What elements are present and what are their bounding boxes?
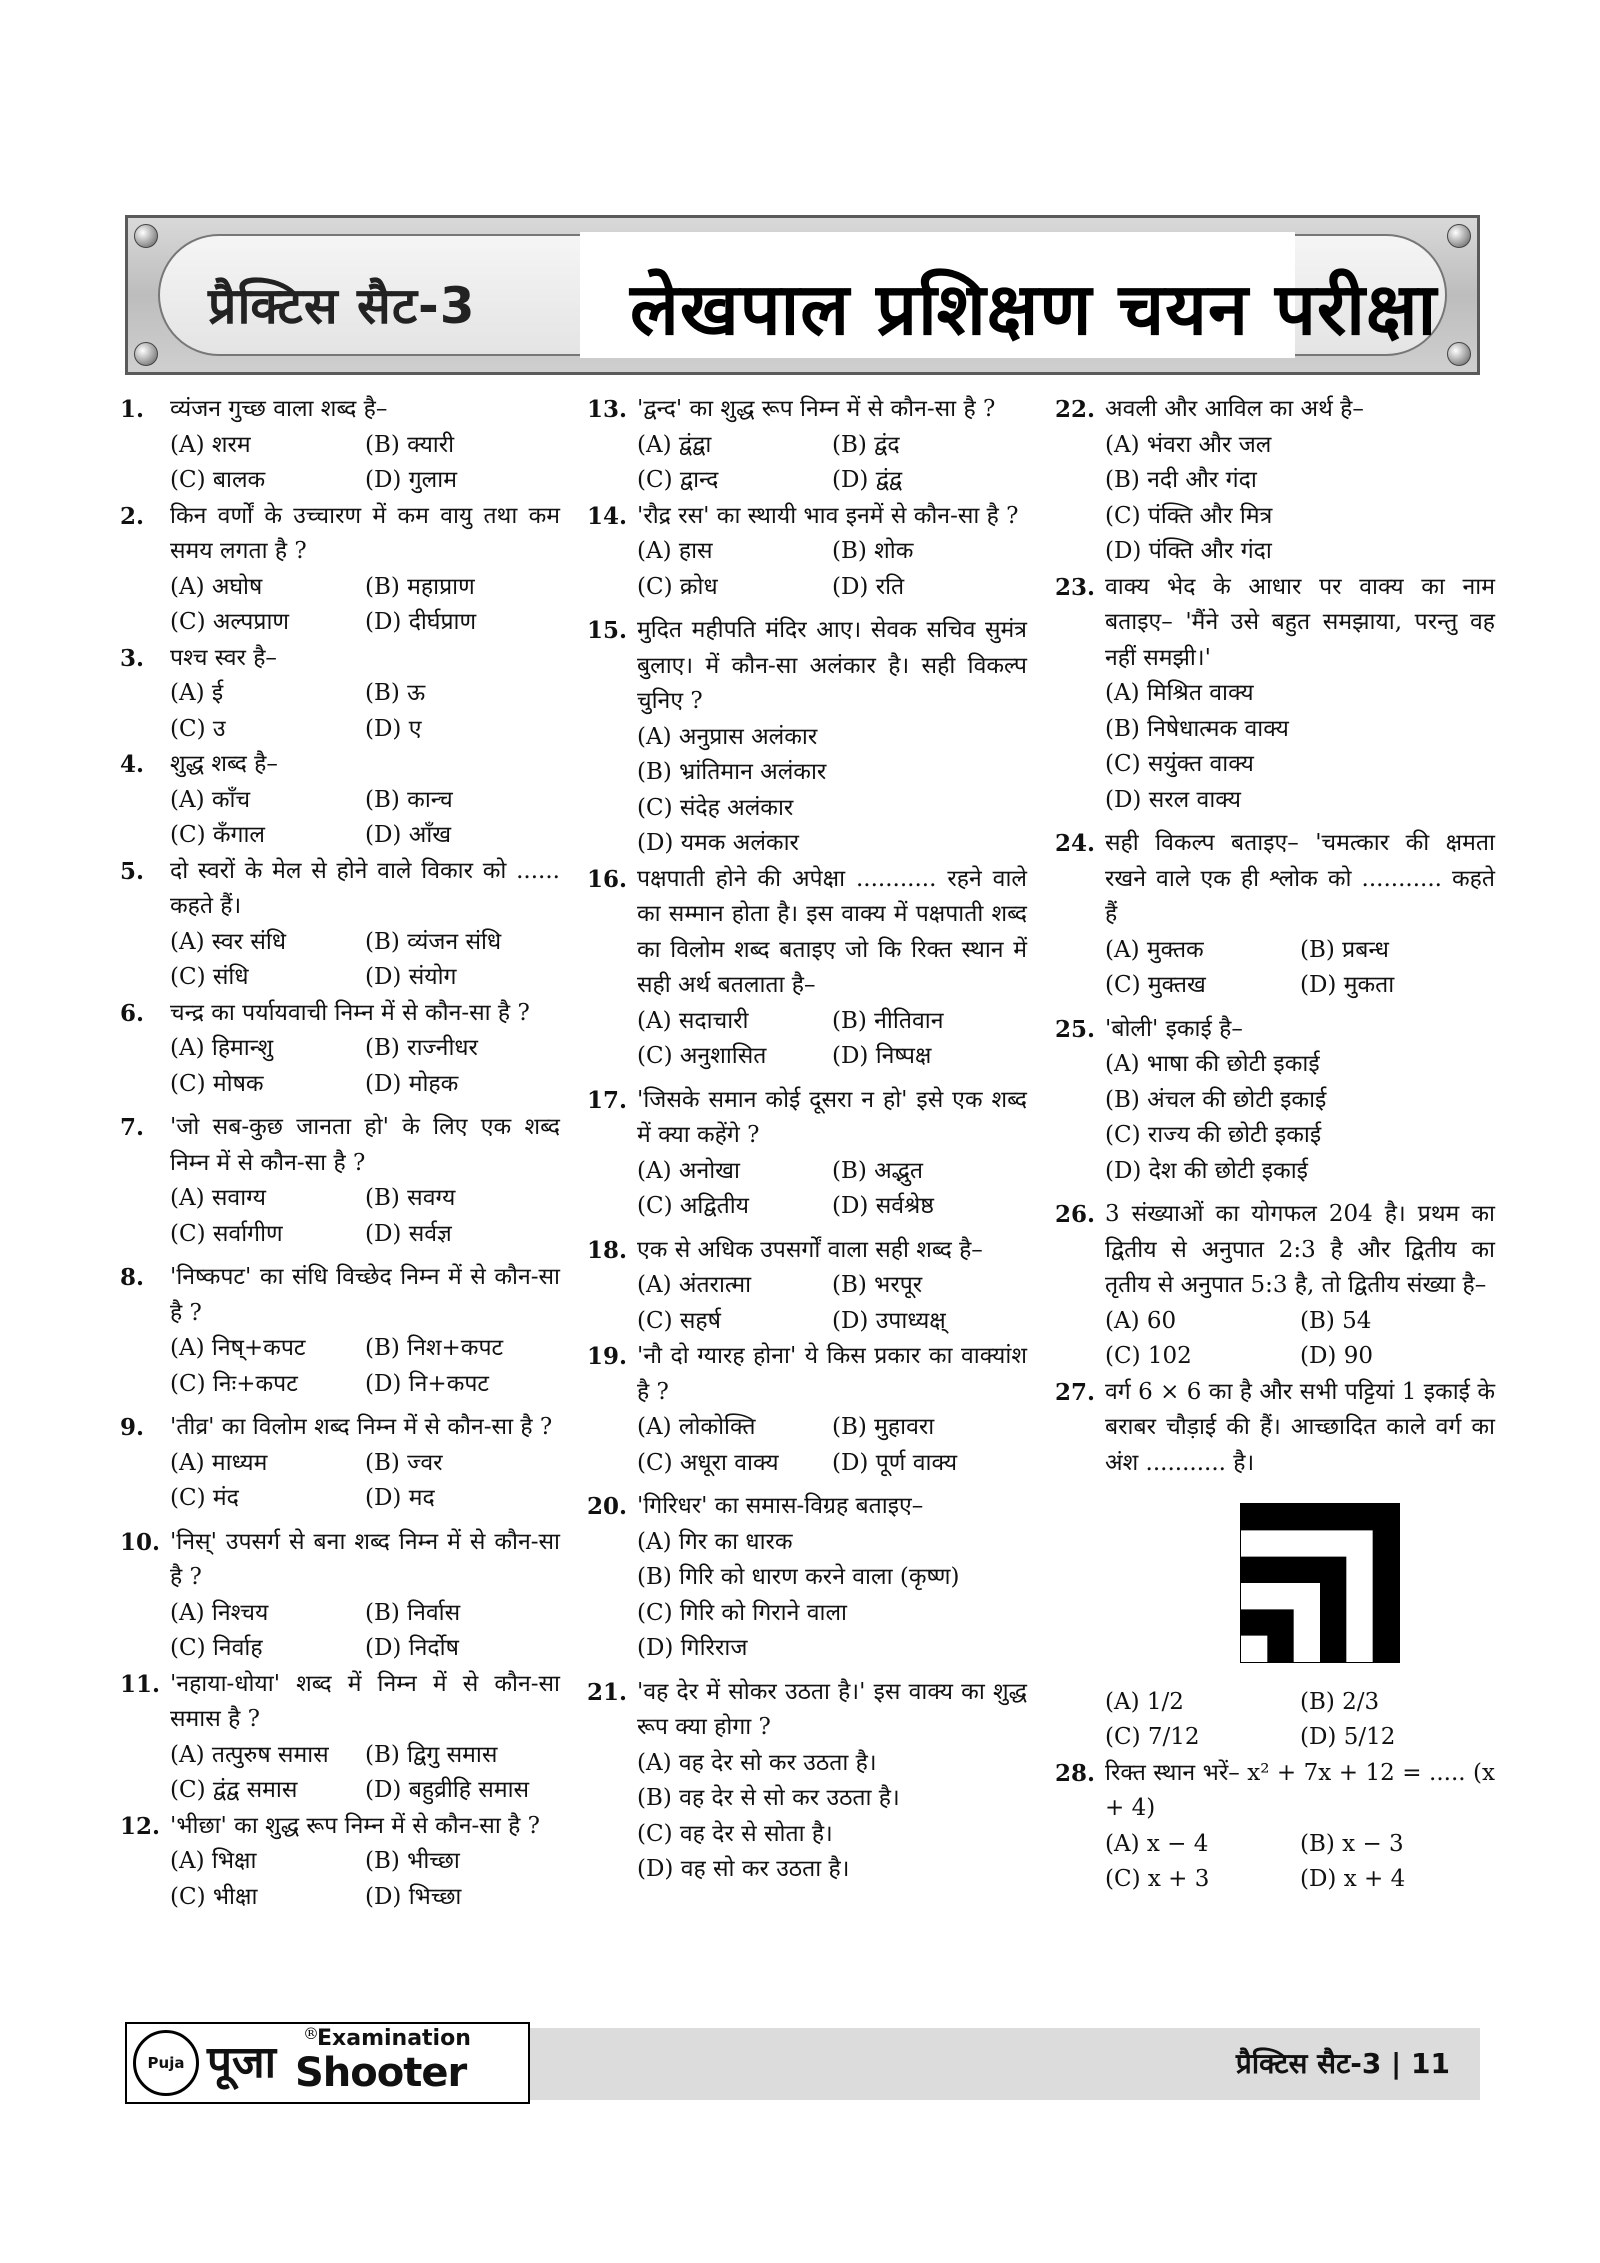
option-d: (D) गिरिराज <box>637 1635 748 1661</box>
options <box>170 925 560 996</box>
option-b: (B) भीच्छा <box>365 1848 460 1874</box>
option-d: (D) बहुव्रीहि समास <box>365 1777 530 1803</box>
option-b: (B) नीतिवान <box>832 1007 944 1034</box>
question-text: 'निस्' उपसर्ग से बना शब्द निम्न में से कौन-सा है ? <box>170 1528 560 1590</box>
set-title: प्रैक्टिस सैट-3 <box>208 277 476 335</box>
option-d: (D) 5/12 <box>1300 1724 1396 1750</box>
options <box>170 783 560 854</box>
question-text: पक्षपाती होने की अपेक्षा ........... रहने वाले का सम्मान होता है। इस वाक्य में पक्षपाती शब्द का विलोम शब्द बताइए जो कि रिक्त स्थान में सही अर्थ बतलाता है– <box>637 865 1027 998</box>
question-1 <box>120 392 560 499</box>
question-text: 'तीव्र' का विलोम शब्द निम्न में से कौन-सा है ? <box>170 1414 553 1440</box>
question-text: एक से अधिक उपसर्गों वाला सही शब्द है– <box>637 1236 983 1263</box>
question-24 <box>1055 826 1495 1004</box>
question-7 <box>120 1110 560 1252</box>
question-text: दो स्वरों के मेल से होने वाले विकार को ...... कहते हैं। <box>170 857 560 919</box>
option-d: (D) ए <box>365 715 422 742</box>
option-d: (D) निष्पक्ष <box>832 1043 932 1069</box>
question-number: 15. <box>587 617 628 644</box>
option-b: (B) 54 <box>1300 1307 1372 1334</box>
option-d: (D) मुकता <box>1300 972 1395 998</box>
option-b: (B) मुहावरा <box>832 1414 935 1440</box>
question-number: 3. <box>120 644 145 672</box>
question-number: 16. <box>587 865 628 893</box>
question-number: 20. <box>587 1493 628 1520</box>
question-text: 'द्वन्द' का शुद्ध रूप निम्न में से कौन-सा है ? <box>637 396 996 422</box>
option-c: (C) बालक <box>170 467 266 493</box>
option-d: (D) सर्वश्रेष्ठ <box>832 1193 934 1219</box>
question-text: किन वर्णों के उच्चारण में कम वायु तथा कम समय लगता है ? <box>170 502 560 564</box>
option-b: (B) व्यंजन संधि <box>365 928 502 955</box>
question-number: 7. <box>120 1114 145 1141</box>
option-c: (C) अद्वितीय <box>637 1193 750 1219</box>
option-a: (A) अनुप्रास अलंकार <box>637 723 818 750</box>
option-d: (D) उपाध्यक्ष् <box>832 1307 946 1334</box>
puja-badge-icon: Puja <box>133 2030 199 2096</box>
option-c: (C) निः+कपट <box>170 1370 298 1397</box>
question-number: 5. <box>120 857 145 885</box>
option-c: (C) कँगाल <box>170 822 266 848</box>
option-a: (A) हास <box>637 538 713 564</box>
question-text: 'निष्कपट' का संधि विच्छेद निम्न में से कौन-सा है ? <box>170 1264 560 1326</box>
question-number: 27. <box>1055 1378 1096 1406</box>
option-d: (D) पूर्ण वाक्य <box>832 1449 958 1476</box>
option-b: (B) वह देर से सो कर उठता है। <box>637 1785 900 1811</box>
option-d: (D) x + 4 <box>1300 1866 1406 1892</box>
option-d: (D) द्वंद्व <box>832 467 903 493</box>
option-a: (A) भाषा की छोटी इकाई <box>1105 1051 1320 1077</box>
options <box>637 534 1027 605</box>
options <box>170 1446 560 1517</box>
question-number: 4. <box>120 751 145 778</box>
question-text: वर्ग 6 × 6 का है और सभी पट्टियां 1 इकाई के बराबर चौड़ाई की हैं। आच्छादित काले वर्ग का अंश ........... है। <box>1105 1378 1495 1476</box>
options <box>1105 428 1495 570</box>
option-c: (C) सहर्ष <box>637 1307 721 1334</box>
question-number: 13. <box>587 396 628 423</box>
option-a: (A) द्वंद्वा <box>637 431 712 458</box>
question-text: शुद्ध शब्द है– <box>170 751 278 777</box>
question-number: 12. <box>120 1812 161 1840</box>
question-10 <box>120 1525 560 1667</box>
option-b: (B) राज्नीधर <box>365 1035 478 1061</box>
option-a: (A) 60 <box>1105 1307 1177 1334</box>
question-15 <box>587 613 1027 862</box>
option-d: (D) संयोग <box>365 964 457 990</box>
option-b: (B) निश+कपट <box>365 1335 504 1361</box>
logo-shooter: Shooter <box>295 2050 467 2096</box>
question-2 <box>120 499 560 641</box>
column-3 <box>1055 392 1495 1898</box>
option-c: (C) अनुशासित <box>637 1043 767 1069</box>
options <box>1105 1047 1495 1189</box>
option-b: (B) भरपूर <box>832 1272 923 1298</box>
option-b: (B) महाप्राण <box>365 573 475 600</box>
stripes-square-figure <box>1240 1503 1400 1663</box>
option-d: (D) सरल वाक्य <box>1105 786 1241 813</box>
option-b: (B) द्वंद <box>832 431 900 458</box>
option-d: (D) मोहक <box>365 1070 459 1097</box>
question-text: 'बोली' इकाई है– <box>1105 1015 1243 1042</box>
question-text: 'गिरिधर' का समास-विग्रह बताइए– <box>637 1493 924 1519</box>
question-18 <box>587 1233 1027 1340</box>
option-b: (B) निषेधात्मक वाक्य <box>1105 715 1289 742</box>
question-text: 'जिसके समान कोई दूसरा न हो' इसे एक शब्द में क्या कहेंगे ? <box>637 1086 1027 1148</box>
question-text: 'भीछा' का शुद्ध रूप निम्न में से कौन-सा है ? <box>170 1812 540 1839</box>
column-1 <box>120 392 560 1915</box>
question-4 <box>120 747 560 854</box>
question-14 <box>587 499 1027 606</box>
option-b: (B) क्यारी <box>365 431 455 458</box>
option-c: (C) उ <box>170 715 226 742</box>
option-a: (A) गिर का धारक <box>637 1528 793 1555</box>
question-12 <box>120 1809 560 1916</box>
question-number: 1. <box>120 396 145 423</box>
options <box>170 570 560 641</box>
option-a: (A) माध्यम <box>170 1449 268 1476</box>
question-number: 10. <box>120 1528 161 1556</box>
options <box>170 1031 560 1102</box>
rivet-icon <box>134 342 158 366</box>
option-c: (C) राज्य की छोटी इकाई <box>1105 1122 1322 1148</box>
option-b: (B) शोक <box>832 538 914 564</box>
question-20 <box>587 1489 1027 1667</box>
question-number: 25. <box>1055 1015 1096 1043</box>
question-text: पश्च स्वर है– <box>170 644 277 671</box>
question-text: सही विकल्प बताइए– 'चमत्कार की क्षमता रखने वाले एक ही श्लोक को ........... कहते हैं <box>1105 830 1495 927</box>
question-number: 2. <box>120 502 145 530</box>
question-text: 'नौ दो ग्यारह होना' ये किस प्रकार का वाक्यांश है ? <box>637 1343 1027 1405</box>
option-b: (B) नदी और गंदा <box>1105 467 1257 493</box>
option-d: (D) भिच्छा <box>365 1883 462 1910</box>
options <box>1105 1304 1495 1375</box>
question-17 <box>587 1083 1027 1225</box>
options <box>170 1596 560 1667</box>
options <box>170 1738 560 1809</box>
banner-plate <box>158 234 1447 356</box>
option-b: (B) अंचल की छोटी इकाई <box>1105 1086 1327 1113</box>
option-a: (A) शरम <box>170 431 251 458</box>
question-16 <box>587 862 1027 1075</box>
question-22 <box>1055 392 1495 570</box>
options <box>1105 933 1495 1004</box>
options <box>1105 676 1495 818</box>
options <box>637 428 1027 499</box>
option-a: (A) अघोष <box>170 573 263 600</box>
options <box>170 428 560 499</box>
rivet-icon <box>1447 224 1471 248</box>
option-c: (C) 7/12 <box>1105 1724 1200 1750</box>
options <box>170 676 560 747</box>
option-c: (C) भीक्षा <box>170 1883 258 1910</box>
option-b: (B) ऊ <box>365 680 426 706</box>
page-number-label: प्रैक्टिस सैट-3 | 11 <box>1235 2047 1450 2080</box>
question-number: 8. <box>120 1264 145 1291</box>
option-c: (C) मंद <box>170 1485 239 1511</box>
question-19 <box>587 1339 1027 1481</box>
option-a: (A) सदाचारी <box>637 1007 749 1034</box>
option-a: (A) ई <box>170 680 224 706</box>
option-c: (C) अल्पप्राण <box>170 609 290 635</box>
question-number: 24. <box>1055 830 1096 857</box>
option-c: (C) क्रोध <box>637 573 718 600</box>
question-number: 9. <box>120 1414 145 1441</box>
rivet-icon <box>1447 342 1471 366</box>
option-a: (A) अंतरात्मा <box>637 1272 752 1298</box>
option-d: (D) आँख <box>365 822 452 848</box>
option-d: (D) सर्वज्ञ <box>365 1220 452 1247</box>
option-c: (C) 102 <box>1105 1343 1192 1369</box>
options <box>1105 1685 1495 1756</box>
option-b: (B) कान्च <box>365 786 453 813</box>
option-b: (B) ज्वर <box>365 1449 443 1476</box>
option-a: (A) लोकोक्ति <box>637 1414 756 1440</box>
publisher-logo <box>125 2022 530 2104</box>
option-a: (A) भंवरा और जल <box>1105 431 1272 458</box>
option-c: (C) x + 3 <box>1105 1866 1210 1892</box>
question-3 <box>120 641 560 748</box>
option-c: (C) सयुंक्त वाक्य <box>1105 751 1254 777</box>
question-5 <box>120 854 560 996</box>
option-a: (A) अनोखा <box>637 1157 740 1184</box>
question-text: 3 संख्याओं का योगफल 204 है। प्रथम का द्वितीय से अनुपात 2:3 है और द्वितीय का तृतीय से अनुपात 5:3 है, तो द्वितीय संख्या है– <box>1105 1201 1495 1298</box>
question-11 <box>120 1667 560 1809</box>
logo-examination: Examination <box>317 2026 471 2051</box>
options <box>170 1331 560 1402</box>
option-c: (C) पंक्ति और मित्र <box>1105 502 1273 529</box>
option-a: (A) मुक्तक <box>1105 936 1204 963</box>
registered-mark: ® <box>303 2024 319 2043</box>
option-a: (A) मिश्रित वाक्य <box>1105 680 1254 706</box>
option-a: (A) वह देर सो कर उठता है। <box>637 1749 877 1776</box>
option-b: (B) अद्भुत <box>832 1157 923 1184</box>
question-9 <box>120 1410 560 1517</box>
option-a: (A) सवाग्य <box>170 1185 266 1211</box>
option-c: (C) द्वान्द <box>637 467 719 493</box>
question-number: 21. <box>587 1678 628 1706</box>
option-d: (D) नि+कपट <box>365 1370 490 1397</box>
option-d: (D) 90 <box>1300 1343 1373 1369</box>
question-13 <box>587 392 1027 499</box>
option-c: (C) वह देर से सोता है। <box>637 1820 833 1847</box>
option-b: (B) भ्रांतिमान अलंकार <box>637 759 827 785</box>
option-a: (A) हिमान्शु <box>170 1035 274 1061</box>
option-c: (C) अधूरा वाक्य <box>637 1449 779 1476</box>
question-number: 23. <box>1055 573 1096 601</box>
option-b: (B) द्विगु समास <box>365 1741 498 1768</box>
option-c: (C) संधि <box>170 964 249 990</box>
question-text: वाक्य भेद के आधार पर वाक्य का नाम बताइए– 'मैंने उसे बहुत समझाया, परन्तु वह नहीं समझी।' <box>1105 573 1495 671</box>
page-title: लेखपाल प्रशिक्षण चयन परीक्षा <box>630 267 1438 351</box>
options <box>1105 1827 1495 1898</box>
option-c: (C) द्वंद्व समास <box>170 1777 298 1803</box>
question-number: 11. <box>120 1670 161 1698</box>
option-b: (B) प्रबन्ध <box>1300 936 1389 963</box>
question-26 <box>1055 1197 1495 1375</box>
question-text: अवली और आविल का अर्थ है– <box>1105 396 1364 422</box>
option-c: (C) मुक्तख <box>1105 972 1206 998</box>
option-b: (B) 2/3 <box>1300 1688 1380 1715</box>
option-c: (C) गिरि को गिराने वाला <box>637 1599 848 1626</box>
question-text: रिक्त स्थान भरें– x² + 7x + 12 = ..... (x + 4) <box>1105 1759 1495 1821</box>
question-28 <box>1055 1756 1495 1898</box>
option-b: (B) x − 3 <box>1300 1830 1404 1857</box>
question-number: 26. <box>1055 1201 1096 1228</box>
option-a: (A) भिक्षा <box>170 1848 257 1874</box>
options <box>637 1004 1027 1075</box>
option-c: (C) मोषक <box>170 1070 264 1097</box>
option-c: (C) निर्वाह <box>170 1635 263 1661</box>
question-number: 18. <box>587 1236 628 1264</box>
option-a: (A) स्वर संधि <box>170 928 286 955</box>
question-25 <box>1055 1012 1495 1190</box>
option-a: (A) काँच <box>170 786 251 813</box>
options <box>170 1181 560 1252</box>
option-d: (D) गुलाम <box>365 467 457 493</box>
option-a: (A) 1/2 <box>1105 1688 1184 1715</box>
option-a: (A) तत्पुरुष समास <box>170 1741 329 1768</box>
option-b: (B) सवग्य <box>365 1185 456 1211</box>
question-text: 'नहाया-धोया' शब्द में निम्न में से कौन-सा समास है ? <box>170 1670 560 1732</box>
question-text: 'वह देर में सोकर उठता है।' इस वाक्य का शुद्ध रूप क्या होगा ? <box>637 1678 1027 1740</box>
question-27 <box>1055 1375 1495 1756</box>
option-a: (A) निष्+कपट <box>170 1335 306 1361</box>
options <box>637 1746 1027 1888</box>
question-text: 'जो सब-कुछ जानता हो' के लिए एक शब्द निम्न में से कौन-सा है ? <box>170 1114 560 1176</box>
question-number: 17. <box>587 1086 628 1114</box>
question-21 <box>587 1675 1027 1888</box>
logo-brand: पूजा <box>207 2037 277 2088</box>
option-b: (B) गिरि को धारण करने वाला (कृष्ण) <box>637 1564 960 1590</box>
option-d: (D) निर्दोष <box>365 1635 459 1661</box>
question-6 <box>120 996 560 1103</box>
question-8 <box>120 1260 560 1402</box>
option-c: (C) संदेह अलंकार <box>637 794 794 821</box>
question-number: 19. <box>587 1343 628 1370</box>
page-footer <box>125 2024 1480 2100</box>
option-d: (D) वह सो कर उठता है। <box>637 1856 850 1882</box>
options <box>637 1410 1027 1481</box>
question-text: चन्द्र का पर्यायवाची निम्न में से कौन-सा है ? <box>170 999 530 1026</box>
options <box>637 720 1027 862</box>
option-d: (D) मद <box>365 1485 435 1511</box>
column-2 <box>587 392 1027 1888</box>
options <box>637 1525 1027 1667</box>
option-c: (C) सर्वागीण <box>170 1220 283 1247</box>
question-number: 6. <box>120 999 145 1027</box>
option-d: (D) रति <box>832 573 905 600</box>
option-d: (D) देश की छोटी इकाई <box>1105 1157 1308 1184</box>
question-number: 28. <box>1055 1759 1096 1787</box>
question-number: 14. <box>587 502 628 530</box>
question-text: व्यंजन गुच्छ वाला शब्द है– <box>170 396 388 422</box>
option-a: (A) निश्चय <box>170 1599 269 1626</box>
question-number: 22. <box>1055 396 1096 423</box>
option-d: (D) दीर्घप्राण <box>365 609 477 635</box>
options <box>637 1268 1027 1339</box>
question-text: 'रौद्र रस' का स्थायी भाव इनमें से कौन-सा है ? <box>637 502 1019 529</box>
options <box>637 1154 1027 1225</box>
title-banner <box>125 215 1480 375</box>
option-d: (D) पंक्ति और गंदा <box>1105 538 1272 564</box>
option-a: (A) x − 4 <box>1105 1830 1209 1857</box>
rivet-icon <box>134 224 158 248</box>
question-text: मुदित महीपति मंदिर आए। सेवक सचिव सुमंत्र बुलाए। में कौन-सा अलंकार है। सही विकल्प चुनिए ? <box>637 617 1027 714</box>
question-23 <box>1055 570 1495 819</box>
options <box>170 1844 560 1915</box>
option-d: (D) यमक अलंकार <box>637 830 799 856</box>
option-b: (B) निर्वास <box>365 1599 461 1626</box>
